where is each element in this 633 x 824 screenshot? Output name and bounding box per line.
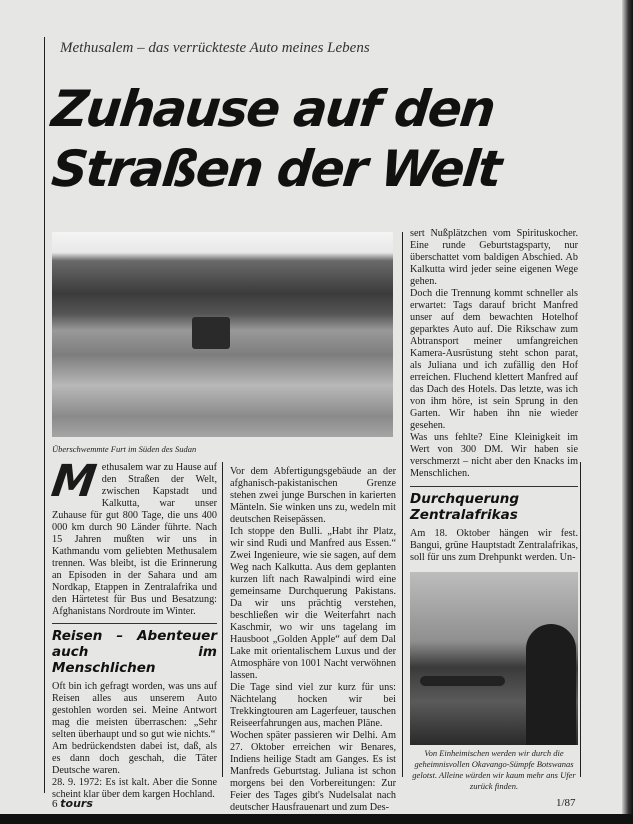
photo-caption-1: Überschwemmte Furt im Süden des Sudan	[52, 444, 197, 454]
paragraph: sert Nußplätzchen vom Spirituskocher. Eine runde Geburtstagsparty, nur überschattet vom baldigen Abschied. Ab Kalkutta wird jeder seine eigenen Wege gehen.	[410, 228, 578, 287]
column-3	[410, 228, 578, 792]
paragraph: Doch die Trennung kommt schneller als erwartet: Tags darauf bricht Manfred unser auf dem bewachten Hotelhof geparktes Auto auf. Die Rikschaw zum Abtransport meiner umfangreichen Kamera-Ausrüstung steht schon parat, als Juliana und ich zufällig den Hof erreichen. Fluchend klettert Manfred auf das Dach des Hotels. Das letzte, was ich von ihm höre, ist sein Sprung in den Garten. Wir haben ihn nie wieder gesehen.	[410, 288, 578, 431]
paragraph: Wochen später passieren wir Delhi. Am 27. Oktober erreichen wir Benares, Indiens heilige Stadt am Ganges. Es ist Manfreds Geburtstag. Juliana ist schon morgens bei den Vorbereitungen: Zur Feier des Tages gibt's Nudelsalat nach deutscher Hausfrauenart und zum Des-	[230, 730, 396, 813]
person-figure	[526, 624, 576, 745]
kicker: Methusalem – das verrückteste Auto meines Lebens	[60, 40, 370, 56]
paragraph: Ich stoppe den Bulli. „Habt ihr Platz, wir sind Rudi und Manfred aus Essen.“ Zwei Ingenieure, wie sie sagen, auf dem Weg nach Kalkutta. Aus dem geplanten kurzen lift nach Rawalpindi wird eine gemeinsame Durchquerung Pakistans. Da wir uns prächtig verstehen, beschließen wir die Weiterfahrt nach Kaschmir, wo wir uns tagelang im Hausboot „Golden Apple“ auf dem Dal Lake mit orientalischem Luxus und der Atmosphäre von 1001 Nacht verwöhnen lassen.	[230, 526, 396, 681]
issue-number: 1/87	[556, 797, 576, 809]
paragraph: Was uns fehlte? Eine Kleinigkeit im Wert von 300 DM. Wir haben sie verschmerzt – nicht aber den Knacks im Menschlichen.	[410, 432, 578, 479]
headline-line-1: Zuhause auf den	[48, 80, 497, 138]
section-heading: Reisen – Abenteuer auch im Menschlichen	[52, 623, 217, 676]
okavango-photo	[410, 572, 578, 745]
scan-edge	[622, 0, 633, 824]
paragraph: Am 18. Oktober hängen wir fest. Bangui, grüne Hauptstadt Zentralafrikas, soll für uns zum Drehpunkt werden. Un-	[410, 528, 578, 563]
paragraph: Oft bin ich gefragt worden, was uns auf Reisen alles aus unserem Auto gestohlen worden sei. Meine Antwort mag die meisten überraschen: „Sehr selten überhaupt und so gut wie nichts.“	[52, 681, 217, 740]
column-rule-3	[580, 462, 581, 777]
column-rule-left	[44, 37, 45, 793]
magazine-logo: tours	[60, 797, 93, 810]
page-footer-left	[52, 797, 93, 811]
paragraph: Die Tage sind viel zur kurz für uns: Nächtelang hocken wir bei Trekkingtouren am Lagerfeuer, tauschen Reiseerfahrungen aus, machen Pläne.	[230, 682, 396, 729]
column-1	[48, 456, 217, 801]
column-rule-2	[402, 232, 403, 777]
paragraph: Am bedrückendsten dabei ist, daß, als es dann doch geschah, die Täter Deutsche waren.	[52, 741, 217, 776]
headline-line-2: Straßen der Welt	[48, 140, 503, 198]
paragraph: 28. 9. 1972: Es ist kalt. Aber die Sonne scheint klar über dem kargen Hochland.	[52, 777, 217, 800]
page-number: 6	[52, 798, 58, 810]
bus-in-water	[192, 317, 230, 349]
scan-edge-bottom	[0, 814, 633, 824]
ford-photo	[52, 232, 393, 437]
canoe	[420, 676, 505, 686]
section-heading: Durchquerung Zentralafrikas	[410, 486, 578, 523]
paragraph: Vor dem Abfertigungsgebäude an der afghanisch-pakistanischen Grenze stehen zwei junge Burschen in karierten Mänteln. Sie winken uns zu, wedeln mit deutschen Reisepässen.	[230, 466, 396, 525]
column-rule-1	[222, 462, 223, 777]
drop-cap: M	[48, 456, 100, 507]
column-2	[230, 466, 396, 814]
intro-paragraph: ethusalem war zu Hause auf den Straßen der Welt, zwischen Kapstadt und Kalkutta, war unser Zuhause für gut 800 Tage, die uns 400 000 km durch 90 Länder führte. Nach 15 Jahren mußten wir uns in Kathmandu vom geliebten Methusalem trennen. Was bleibt, ist die Erinnerung an Episoden in der Sahara und am Nordkap, Etappen in Zentralafrika und den Härtetest für Bus und Besatzung: Afghanistans Nordroute im Winter.	[52, 462, 217, 617]
photo-caption-2: Von Einheimischen werden wir durch die geheimnisvollen Okavango-Sümpfe Botswanas gelotst. Alleine würden wir kaum mehr ans Ufer zurück finden.	[412, 748, 576, 791]
